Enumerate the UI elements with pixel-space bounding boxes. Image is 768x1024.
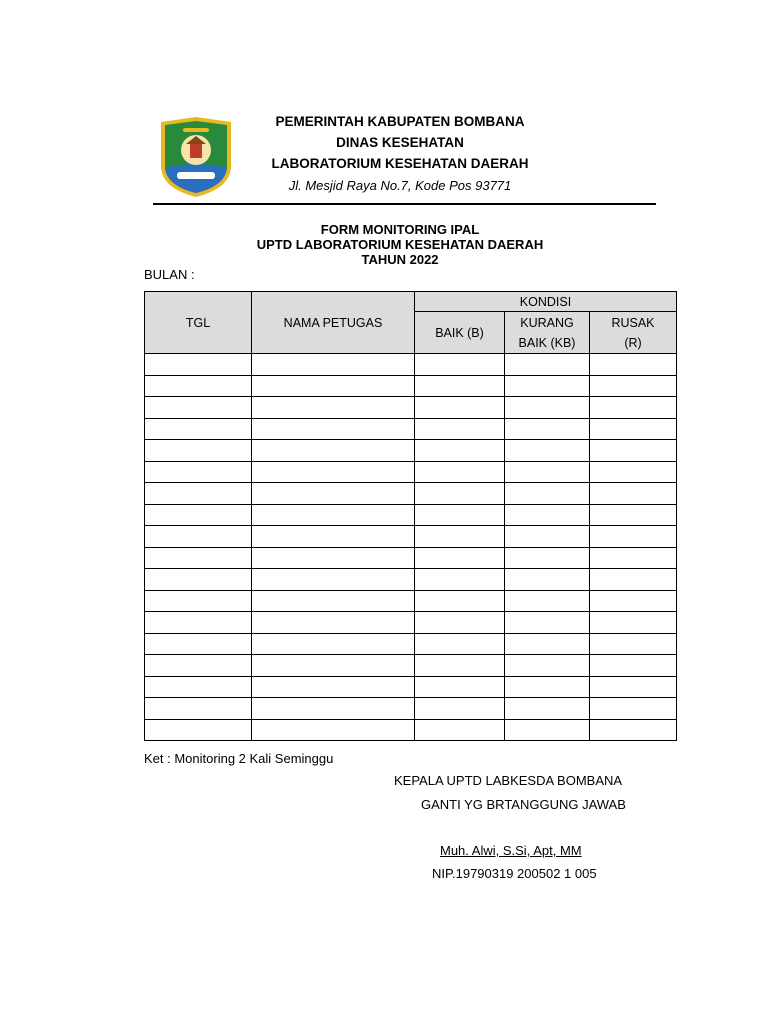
header-divider xyxy=(153,203,656,205)
table-row xyxy=(145,504,677,526)
header-kondisi: KONDISI xyxy=(415,292,677,312)
table-cell[interactable] xyxy=(145,655,252,677)
table-row xyxy=(145,719,677,741)
table-cell[interactable] xyxy=(415,440,505,462)
table-cell[interactable] xyxy=(415,719,505,741)
table-cell[interactable] xyxy=(590,354,677,376)
table-row xyxy=(145,461,677,483)
table-cell[interactable] xyxy=(415,483,505,505)
table-cell[interactable] xyxy=(505,375,590,397)
table-cell[interactable] xyxy=(415,397,505,419)
header-government: PEMERINTAH KABUPATEN BOMBANA xyxy=(275,114,525,129)
table-cell[interactable] xyxy=(505,719,590,741)
table-cell[interactable] xyxy=(252,612,415,634)
table-cell[interactable] xyxy=(505,612,590,634)
bulan-label: BULAN : xyxy=(144,267,195,282)
table-row xyxy=(145,354,677,376)
table-cell[interactable] xyxy=(145,354,252,376)
table-cell[interactable] xyxy=(145,698,252,720)
header-kurang-baik: KURANG BAIK (KB) xyxy=(505,312,590,354)
table-cell[interactable] xyxy=(415,676,505,698)
table-cell[interactable] xyxy=(252,375,415,397)
table-cell[interactable] xyxy=(590,719,677,741)
table-cell[interactable] xyxy=(145,719,252,741)
table-row xyxy=(145,590,677,612)
table-cell[interactable] xyxy=(252,526,415,548)
table-row xyxy=(145,547,677,569)
table-cell[interactable] xyxy=(415,375,505,397)
table-cell[interactable] xyxy=(505,461,590,483)
table-cell[interactable] xyxy=(590,375,677,397)
note-text: Ket : Monitoring 2 Kali Seminggu xyxy=(144,751,334,766)
table-cell[interactable] xyxy=(415,590,505,612)
table-cell[interactable] xyxy=(505,354,590,376)
table-cell[interactable] xyxy=(252,547,415,569)
table-row xyxy=(145,418,677,440)
table-cell[interactable] xyxy=(415,612,505,634)
table-cell[interactable] xyxy=(252,483,415,505)
table-cell[interactable] xyxy=(145,397,252,419)
header-rusak: RUSAK (R) xyxy=(590,312,677,354)
header-baik: BAIK (B) xyxy=(415,312,505,354)
table-row xyxy=(145,375,677,397)
table-cell[interactable] xyxy=(415,461,505,483)
table-cell[interactable] xyxy=(505,418,590,440)
table-cell[interactable] xyxy=(145,504,252,526)
header-nama-petugas: NAMA PETUGAS xyxy=(252,292,415,354)
table-cell[interactable] xyxy=(505,569,590,591)
form-year: TAHUN 2022 xyxy=(361,252,439,267)
table-row xyxy=(145,655,677,677)
table-cell[interactable] xyxy=(252,461,415,483)
table-cell[interactable] xyxy=(145,633,252,655)
table-cell[interactable] xyxy=(505,547,590,569)
table-cell[interactable] xyxy=(415,418,505,440)
table-cell[interactable] xyxy=(145,569,252,591)
table-cell[interactable] xyxy=(590,547,677,569)
table-cell[interactable] xyxy=(505,698,590,720)
table-cell[interactable] xyxy=(415,354,505,376)
table-cell[interactable] xyxy=(145,375,252,397)
table-cell[interactable] xyxy=(590,440,677,462)
table-cell[interactable] xyxy=(415,698,505,720)
table-row xyxy=(145,440,677,462)
table-row xyxy=(145,612,677,634)
table-cell[interactable] xyxy=(145,612,252,634)
table-cell[interactable] xyxy=(505,397,590,419)
signature-title: KEPALA UPTD LABKESDA BOMBANA xyxy=(394,773,623,788)
table-cell[interactable] xyxy=(252,676,415,698)
table-cell[interactable] xyxy=(590,590,677,612)
table-cell[interactable] xyxy=(415,504,505,526)
table-cell[interactable] xyxy=(252,590,415,612)
header-department: DINAS KESEHATAN xyxy=(336,135,464,150)
header-address: Jl. Mesjid Raya No.7, Kode Pos 93771 xyxy=(288,178,512,193)
table-cell[interactable] xyxy=(590,569,677,591)
table-cell[interactable] xyxy=(505,526,590,548)
table-cell[interactable] xyxy=(252,569,415,591)
table-cell[interactable] xyxy=(590,504,677,526)
table-cell[interactable] xyxy=(252,719,415,741)
table-cell[interactable] xyxy=(252,354,415,376)
kabupaten-logo-icon xyxy=(157,116,235,198)
table-cell[interactable] xyxy=(415,655,505,677)
table-cell[interactable] xyxy=(590,676,677,698)
signature-nip: NIP.19790319 200502 1 005 xyxy=(432,866,597,881)
table-row xyxy=(145,569,677,591)
table-cell[interactable] xyxy=(145,547,252,569)
table-cell[interactable] xyxy=(145,461,252,483)
monitoring-table xyxy=(144,291,677,741)
signature-subtitle: GANTI YG BRTANGGUNG JAWAB xyxy=(421,797,626,812)
table-row xyxy=(145,397,677,419)
table-cell[interactable] xyxy=(145,526,252,548)
table-cell[interactable] xyxy=(505,676,590,698)
table-cell[interactable] xyxy=(590,418,677,440)
form-title: FORM MONITORING IPAL xyxy=(320,222,480,237)
table-cell[interactable] xyxy=(415,526,505,548)
table-cell[interactable] xyxy=(505,655,590,677)
table-row xyxy=(145,483,677,505)
form-subtitle: UPTD LABORATORIUM KESEHATAN DAERAH xyxy=(256,237,544,252)
table-cell[interactable] xyxy=(145,483,252,505)
table-cell[interactable] xyxy=(252,655,415,677)
header-laboratory: LABORATORIUM KESEHATAN DAERAH xyxy=(271,156,529,171)
table-cell[interactable] xyxy=(590,612,677,634)
table-cell[interactable] xyxy=(252,504,415,526)
table-row xyxy=(145,526,677,548)
table-cell[interactable] xyxy=(505,590,590,612)
table-cell[interactable] xyxy=(505,633,590,655)
table-cell[interactable] xyxy=(590,655,677,677)
table-row xyxy=(145,676,677,698)
signature-name: Muh. Alwi, S.Si, Apt, MM xyxy=(440,843,582,858)
table-cell[interactable] xyxy=(252,440,415,462)
table-cell[interactable] xyxy=(145,440,252,462)
header-tgl: TGL xyxy=(145,292,252,354)
table-cell[interactable] xyxy=(505,440,590,462)
table-row xyxy=(145,698,677,720)
table-cell[interactable] xyxy=(590,461,677,483)
table-cell[interactable] xyxy=(590,526,677,548)
table-cell[interactable] xyxy=(590,397,677,419)
table-cell[interactable] xyxy=(252,397,415,419)
table-cell[interactable] xyxy=(252,698,415,720)
table-cell[interactable] xyxy=(145,418,252,440)
table-cell[interactable] xyxy=(252,633,415,655)
table-cell[interactable] xyxy=(590,633,677,655)
table-cell[interactable] xyxy=(145,590,252,612)
table-cell[interactable] xyxy=(145,676,252,698)
table-cell[interactable] xyxy=(415,633,505,655)
table-cell[interactable] xyxy=(252,418,415,440)
table-cell[interactable] xyxy=(590,483,677,505)
table-cell[interactable] xyxy=(415,547,505,569)
table-row xyxy=(145,633,677,655)
table-cell[interactable] xyxy=(505,504,590,526)
table-cell[interactable] xyxy=(505,483,590,505)
table-cell[interactable] xyxy=(590,698,677,720)
table-cell[interactable] xyxy=(415,569,505,591)
